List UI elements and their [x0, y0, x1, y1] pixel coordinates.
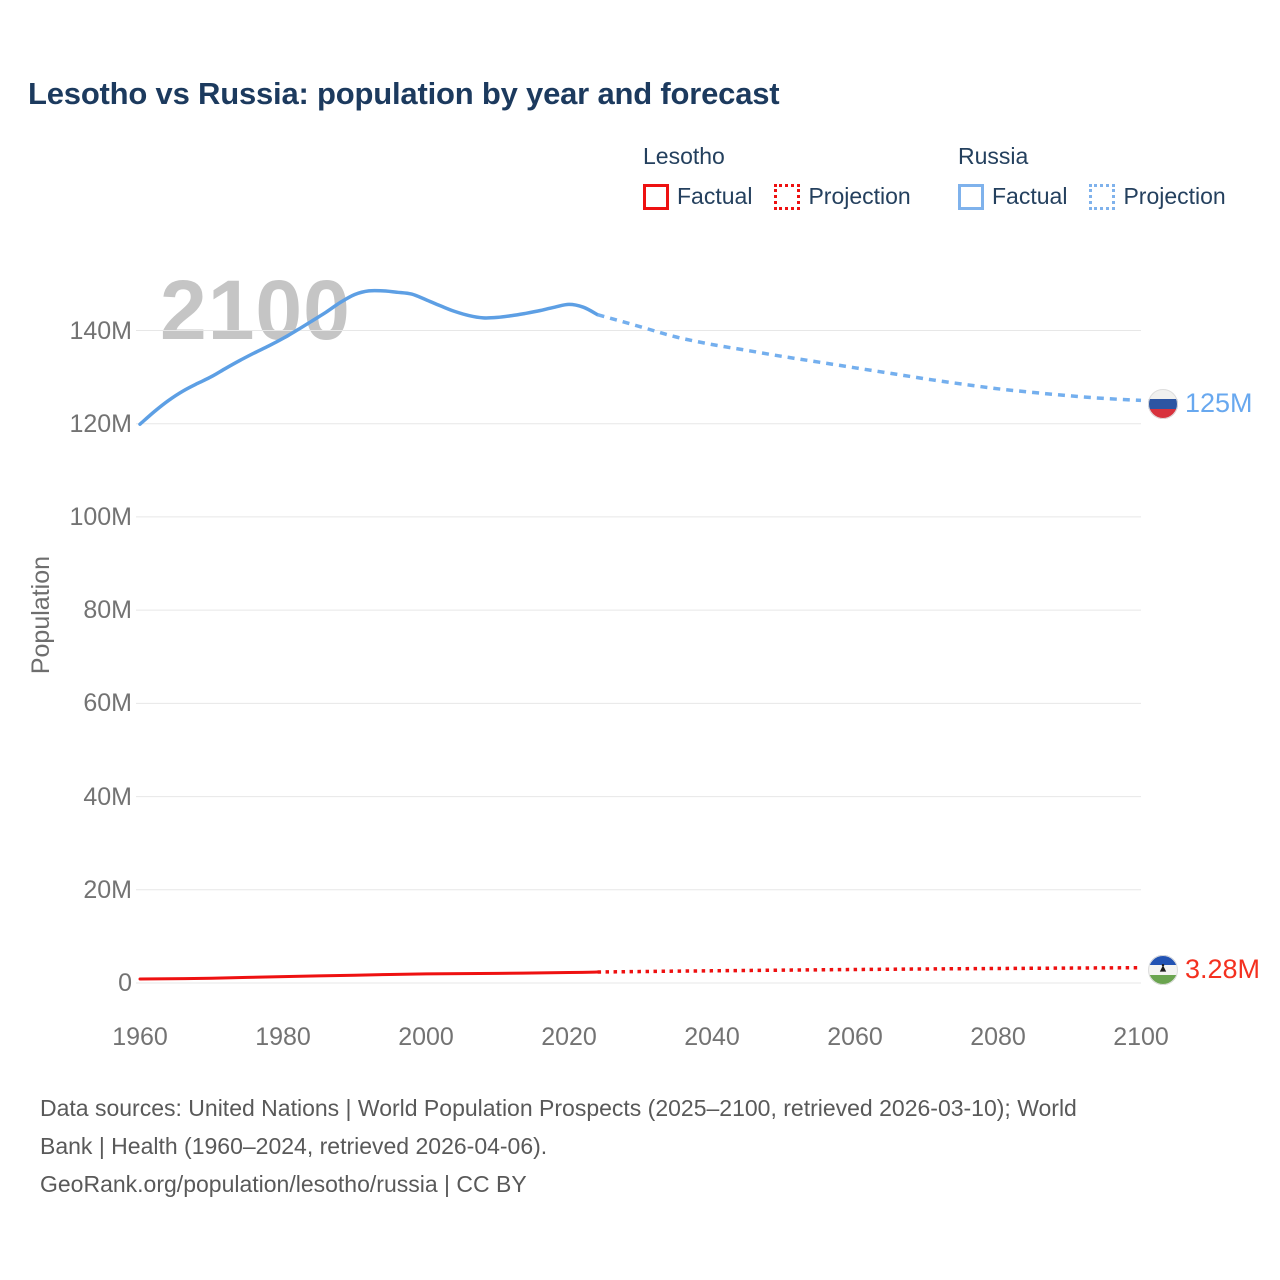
- legend-group-title: Russia: [958, 143, 1029, 169]
- russia-factual-line: [140, 291, 598, 425]
- russia-end-value: 125M: [1185, 388, 1253, 418]
- legend-group-title: Lesotho: [643, 143, 725, 169]
- legend-item-label: Projection: [808, 183, 911, 209]
- y-tick-label: 0: [118, 969, 132, 997]
- x-tick-label: 1960: [112, 1023, 168, 1051]
- legend-item-label: Projection: [1123, 183, 1226, 209]
- russia-projection-line: [598, 315, 1141, 401]
- x-tick-label: 2040: [684, 1023, 740, 1051]
- russia-end-label: [1148, 388, 1253, 419]
- y-tick-label: 80M: [83, 596, 132, 625]
- legend-item-label: Factual: [677, 183, 753, 209]
- y-tick-label: 100M: [69, 502, 132, 531]
- y-tick-label: 140M: [69, 316, 132, 345]
- x-tick-label: 2020: [541, 1023, 597, 1051]
- lesotho-flag-icon: [1148, 955, 1178, 985]
- data-sources-line-2: Bank | Health (1960–2024, retrieved 2026-04-06).: [40, 1133, 548, 1159]
- x-tick-label: 2000: [398, 1023, 454, 1051]
- y-tick-label: 40M: [83, 782, 132, 811]
- x-tick-label: 2100: [1113, 1023, 1169, 1051]
- x-tick-label: 2080: [970, 1023, 1026, 1051]
- x-tick-label: 2060: [827, 1023, 883, 1051]
- lesotho-end-value: 3.28M: [1185, 954, 1261, 984]
- attribution-url: GeoRank.org/population/lesotho/russia | CC BY: [40, 1171, 527, 1197]
- russia-flag-icon: [1148, 389, 1178, 419]
- y-axis-title: Population: [27, 556, 55, 675]
- data-sources-line-1: Data sources: United Nations | World Population Prospects (2025–2100, retrieved 2026-03-10); World: [40, 1095, 1077, 1121]
- year-watermark: 2100: [160, 263, 351, 357]
- lesotho-factual-line: [140, 972, 598, 979]
- source-attribution: [40, 1089, 1260, 1203]
- lesotho-end-label: [1148, 954, 1260, 985]
- x-tick-label: 1980: [255, 1023, 311, 1051]
- y-tick-label: 120M: [69, 409, 132, 438]
- legend-item-label: Factual: [992, 183, 1068, 209]
- lesotho-projection-line: [598, 968, 1141, 972]
- chart-title: Lesotho vs Russia: population by year and forecast: [28, 76, 780, 111]
- y-tick-label: 60M: [83, 689, 132, 718]
- y-tick-label: 20M: [83, 875, 132, 904]
